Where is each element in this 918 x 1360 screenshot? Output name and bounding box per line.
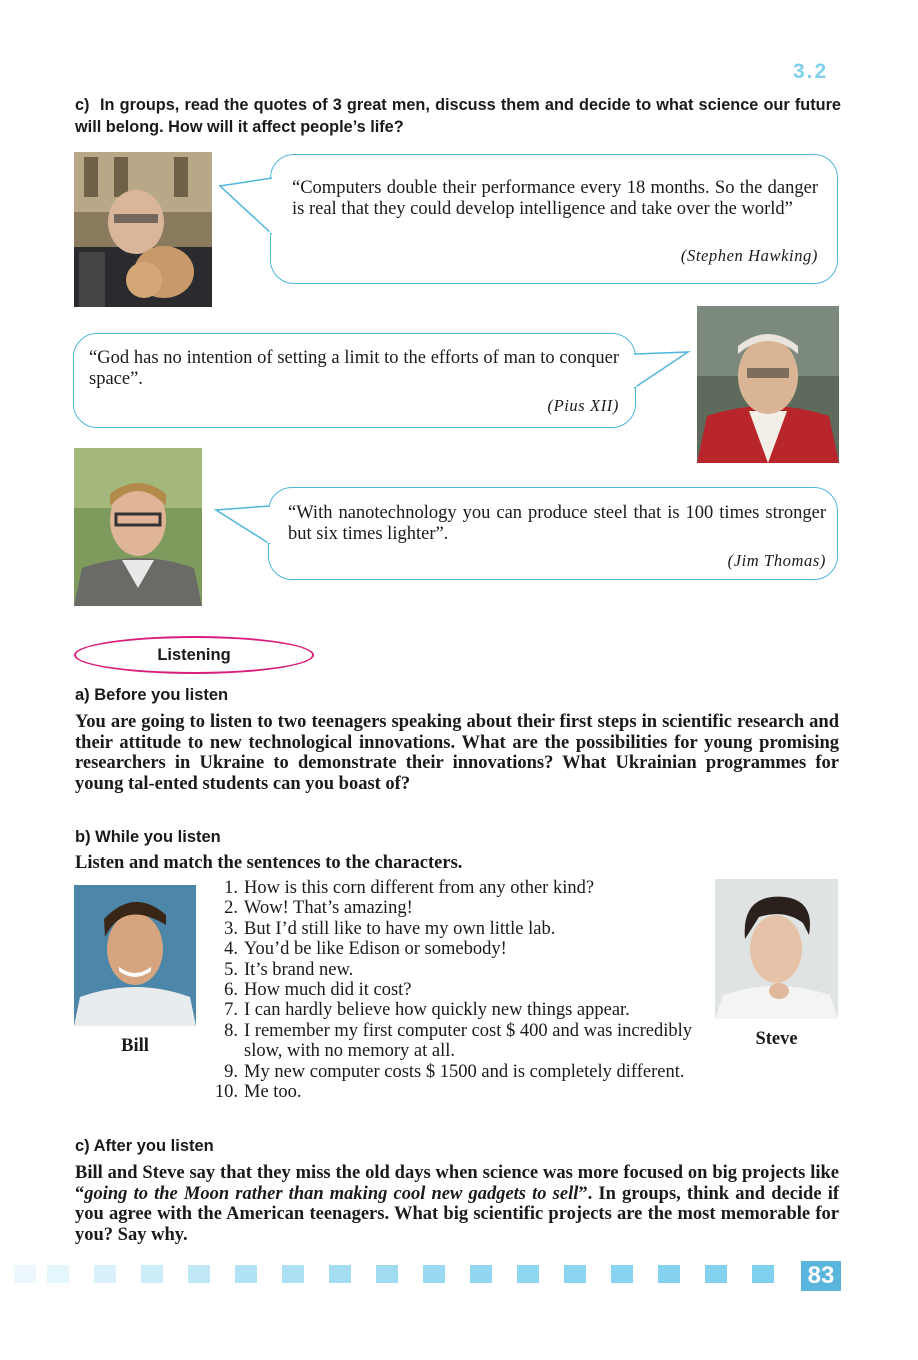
quote-text-hawking: “Computers double their performance every 18 months. So the danger is real that they could develop intelligence and take over the world” — [292, 178, 818, 219]
list-item — [200, 1000, 692, 1020]
footer-decoration — [188, 1265, 210, 1283]
page-number: 83 — [801, 1261, 841, 1291]
list-item-text: You’d be like Edison or somebody! — [244, 939, 507, 960]
before-listen-text: You are going to listen to two teenagers speaking about their first steps in scientific research and their attitude to new technological innovations. What are the possibilities for young promising researchers in Ukraine to demonstrate their innovations? What Ukrainian programmes for young tal-ented students can you boast of? — [75, 712, 839, 794]
character-name-bill: Bill — [121, 1036, 149, 1056]
quote-text-thomas: “With nanotechnology you can produce steel that is 100 times stronger but six times lighter”. — [288, 503, 826, 544]
list-item-text: But I’d still like to have my own little lab. — [244, 918, 556, 939]
list-item-text: How much did it cost? — [244, 980, 412, 1001]
list-item — [200, 980, 734, 1000]
footer-decoration — [376, 1265, 398, 1283]
footer-decoration — [658, 1265, 680, 1283]
list-item-text: My new computer costs $ 1500 and is completely different. — [244, 1061, 685, 1082]
quote-author-hawking: (Stephen Hawking) — [680, 246, 818, 265]
footer-decoration — [517, 1265, 539, 1283]
after-listen-heading: c) After you listen — [75, 1137, 214, 1155]
list-item-number: 8. — [224, 1020, 238, 1041]
task-c-instruction — [75, 94, 841, 138]
task-c-marker: c) — [75, 96, 90, 114]
list-item — [200, 919, 734, 939]
after-listen-text-italic: going to the Moon rather than making cool new gadgets to sell — [84, 1183, 579, 1204]
list-item-number: 4. — [224, 939, 238, 960]
list-item-text: I can hardly believe how quickly new things appear. — [244, 1000, 630, 1021]
footer-decoration — [47, 1265, 69, 1283]
list-item-text: How is this corn different from any other kind? — [244, 878, 595, 898]
list-item-text: Me too. — [244, 1082, 302, 1103]
list-item — [200, 960, 734, 980]
after-listen-text-end: ”. In groups, think and decide if you agree with the American teenagers. What big scientific projects are the most memorable for you? Say why. — [75, 1183, 839, 1245]
list-item-number: 7. — [224, 1000, 238, 1021]
jim-thomas-photo — [74, 448, 202, 606]
list-item-number: 10. — [214, 1082, 238, 1103]
unit-tag: 3.2 — [793, 60, 829, 83]
listening-section-label: Listening — [74, 636, 314, 674]
footer-decoration — [14, 1265, 36, 1283]
bubble-tail-hawking — [218, 170, 278, 240]
footer-decoration — [282, 1265, 304, 1283]
steve-photo — [715, 879, 838, 1019]
footer-decoration — [752, 1265, 774, 1283]
list-item-number: 2. — [224, 898, 238, 919]
footer-decoration — [94, 1265, 116, 1283]
footer-decoration — [141, 1265, 163, 1283]
footer-decoration — [705, 1265, 727, 1283]
footer-decoration — [329, 1265, 351, 1283]
pius-photo — [697, 306, 839, 463]
list-item-text: Wow! That’s amazing! — [244, 898, 413, 919]
list-item — [200, 1062, 884, 1082]
quote-author-thomas: (Jim Thomas) — [727, 551, 826, 570]
character-name-steve: Steve — [755, 1029, 798, 1049]
bubble-tail-pius — [628, 346, 692, 396]
list-item — [200, 939, 734, 959]
list-item-text: I remember my first computer cost $ 400 and was incredibly slow, with no memory at all. — [244, 1020, 692, 1062]
quote-author-pius: (Pius XII) — [547, 396, 619, 415]
list-item-number: 3. — [224, 918, 238, 939]
list-item — [200, 1021, 692, 1062]
list-item — [200, 898, 734, 918]
list-item — [200, 878, 734, 898]
after-listen-text — [75, 1163, 839, 1245]
while-listen-heading: b) While you listen — [75, 828, 221, 846]
after-listen-text-start: Bill and Steve say that they miss the old days when science was more focused on big projects like “ — [75, 1163, 839, 1204]
list-item-number: 5. — [224, 959, 238, 980]
task-c-text: In groups, read the quotes of 3 great men, discuss them and decide to what science our future will belong. How will it affect people’s life? — [75, 96, 841, 136]
footer-decoration — [611, 1265, 633, 1283]
list-item — [200, 1082, 884, 1102]
footer-decoration — [564, 1265, 586, 1283]
quote-text-pius: “God has no intention of setting a limit to the efforts of man to conquer space”. — [89, 348, 619, 389]
list-item-number: 1. — [224, 878, 238, 898]
list-item-text: It’s brand new. — [244, 959, 354, 980]
before-listen-heading: a) Before you listen — [75, 686, 229, 704]
footer-decoration — [423, 1265, 445, 1283]
while-listen-instruction: Listen and match the sentences to the characters. — [75, 853, 463, 873]
footer-decoration — [235, 1265, 257, 1283]
bubble-tail-thomas — [214, 500, 276, 550]
footer-decoration — [470, 1265, 492, 1283]
list-item-number: 6. — [224, 980, 238, 1001]
hawking-photo — [74, 152, 212, 307]
list-item-number: 9. — [224, 1061, 238, 1082]
bill-photo — [74, 885, 196, 1026]
